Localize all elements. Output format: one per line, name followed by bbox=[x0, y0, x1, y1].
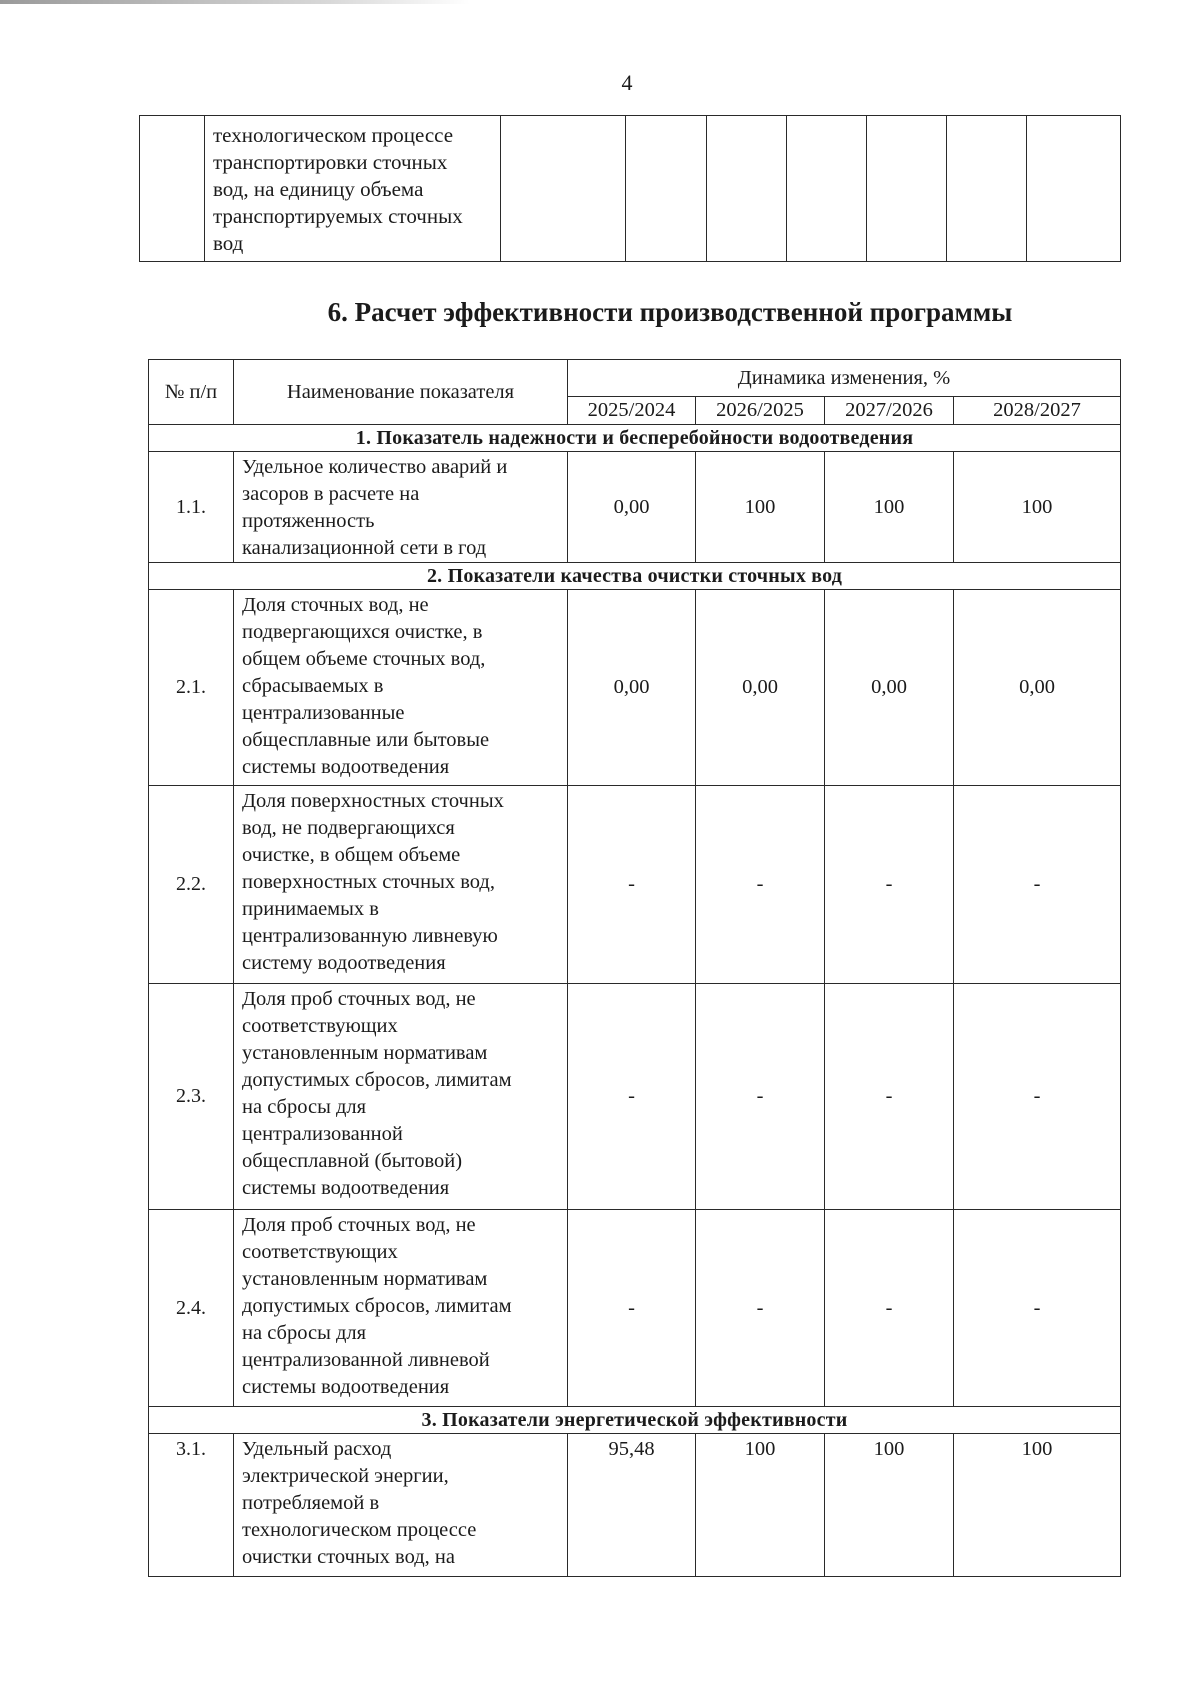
header-num: № п/п bbox=[149, 360, 234, 425]
group-title: 3. Показатели энергетической эффективности bbox=[149, 1407, 1121, 1434]
row-value: - bbox=[954, 1210, 1121, 1407]
row-value: 100 bbox=[825, 452, 954, 563]
row-value: 0,00 bbox=[954, 590, 1121, 786]
row-value: - bbox=[696, 786, 825, 984]
row-num: 3.1. bbox=[149, 1434, 234, 1577]
continuation-empty-cell bbox=[947, 116, 1027, 262]
row-value: 95,48 bbox=[568, 1434, 696, 1577]
row-value: 100 bbox=[954, 452, 1121, 563]
row-name: Удельный расход электрической энергии, потребляемой в технологическом процессе очистки сточных вод, на bbox=[234, 1434, 568, 1577]
group-title: 2. Показатели качества очистки сточных вод bbox=[149, 563, 1121, 590]
row-num: 2.1. bbox=[149, 590, 234, 786]
section-title: 6. Расчет эффективности производственной программы bbox=[327, 297, 1013, 327]
row-value: 100 bbox=[954, 1434, 1121, 1577]
table-row bbox=[149, 984, 1121, 1210]
row-value: - bbox=[825, 1210, 954, 1407]
continuation-name-cell bbox=[205, 116, 501, 262]
row-name: Доля поверхностных сточных вод, не подвергающихся очистке, в общем объеме поверхностных сточных вод, принимаемых в централизованную ливневую систему водоотведения bbox=[234, 786, 568, 984]
continuation-text: технологическом процессе транспортировки сточных вод, на единицу объема транспортируемых сточных вод bbox=[213, 123, 463, 255]
continuation-table bbox=[139, 115, 1121, 262]
row-value: 100 bbox=[696, 452, 825, 563]
row-value: - bbox=[696, 1210, 825, 1407]
header-name: Наименование показателя bbox=[234, 360, 568, 425]
row-name: Доля проб сточных вод, не соответствующих установленным нормативам допустимых сбросов, лимитам на сбросы для централизованной общесплавной (бытовой) системы водоотведения bbox=[234, 984, 568, 1210]
row-num: 2.2. bbox=[149, 786, 234, 984]
scan-edge bbox=[0, 0, 470, 4]
row-num: 2.4. bbox=[149, 1210, 234, 1407]
row-value: - bbox=[825, 984, 954, 1210]
header-period: 2028/2027 bbox=[954, 397, 1121, 425]
table-row bbox=[149, 786, 1121, 984]
table-row bbox=[149, 1434, 1121, 1577]
header-period: 2026/2025 bbox=[696, 397, 825, 425]
header-period: 2027/2026 bbox=[825, 397, 954, 425]
table-row bbox=[149, 590, 1121, 786]
continuation-empty-cell bbox=[707, 116, 787, 262]
row-value: - bbox=[696, 984, 825, 1210]
row-value: 0,00 bbox=[568, 452, 696, 563]
row-value: - bbox=[954, 786, 1121, 984]
row-value: - bbox=[825, 786, 954, 984]
row-value: 0,00 bbox=[825, 590, 954, 786]
row-value: - bbox=[954, 984, 1121, 1210]
row-value: 0,00 bbox=[568, 590, 696, 786]
header-dynamics: Динамика изменения, % bbox=[568, 360, 1121, 397]
row-name: Доля сточных вод, не подвергающихся очистке, в общем объеме сточных вод, сбрасываемых в централизованные общесплавные или бытовые системы водоотведения bbox=[234, 590, 568, 786]
row-value: 100 bbox=[825, 1434, 954, 1577]
row-value: - bbox=[568, 786, 696, 984]
table-row bbox=[149, 1210, 1121, 1407]
continuation-num-cell bbox=[140, 116, 205, 262]
continuation-row bbox=[140, 116, 1121, 262]
row-value: 100 bbox=[696, 1434, 825, 1577]
row-num: 2.3. bbox=[149, 984, 234, 1210]
continuation-empty-cell bbox=[501, 116, 626, 262]
efficiency-table bbox=[148, 359, 1121, 1577]
continuation-empty-cell bbox=[1027, 116, 1121, 262]
row-num: 1.1. bbox=[149, 452, 234, 563]
group-row bbox=[149, 1407, 1121, 1434]
group-title: 1. Показатель надежности и бесперебойности водоотведения bbox=[149, 425, 1121, 452]
row-value: 0,00 bbox=[696, 590, 825, 786]
header-row-1 bbox=[149, 360, 1121, 397]
group-row bbox=[149, 425, 1121, 452]
continuation-empty-cell bbox=[787, 116, 867, 262]
row-name: Доля проб сточных вод, не соответствующих установленным нормативам допустимых сбросов, лимитам на сбросы для централизованной ливневой системы водоотведения bbox=[234, 1210, 568, 1407]
row-value: - bbox=[568, 1210, 696, 1407]
header-period: 2025/2024 bbox=[568, 397, 696, 425]
page-number: 4 bbox=[621, 70, 633, 95]
row-name: Удельное количество аварий и засоров в расчете на протяженность канализационной сети в год bbox=[234, 452, 568, 563]
table-row bbox=[149, 452, 1121, 563]
continuation-empty-cell bbox=[626, 116, 707, 262]
continuation-empty-cell bbox=[867, 116, 947, 262]
group-row bbox=[149, 563, 1121, 590]
row-value: - bbox=[568, 984, 696, 1210]
